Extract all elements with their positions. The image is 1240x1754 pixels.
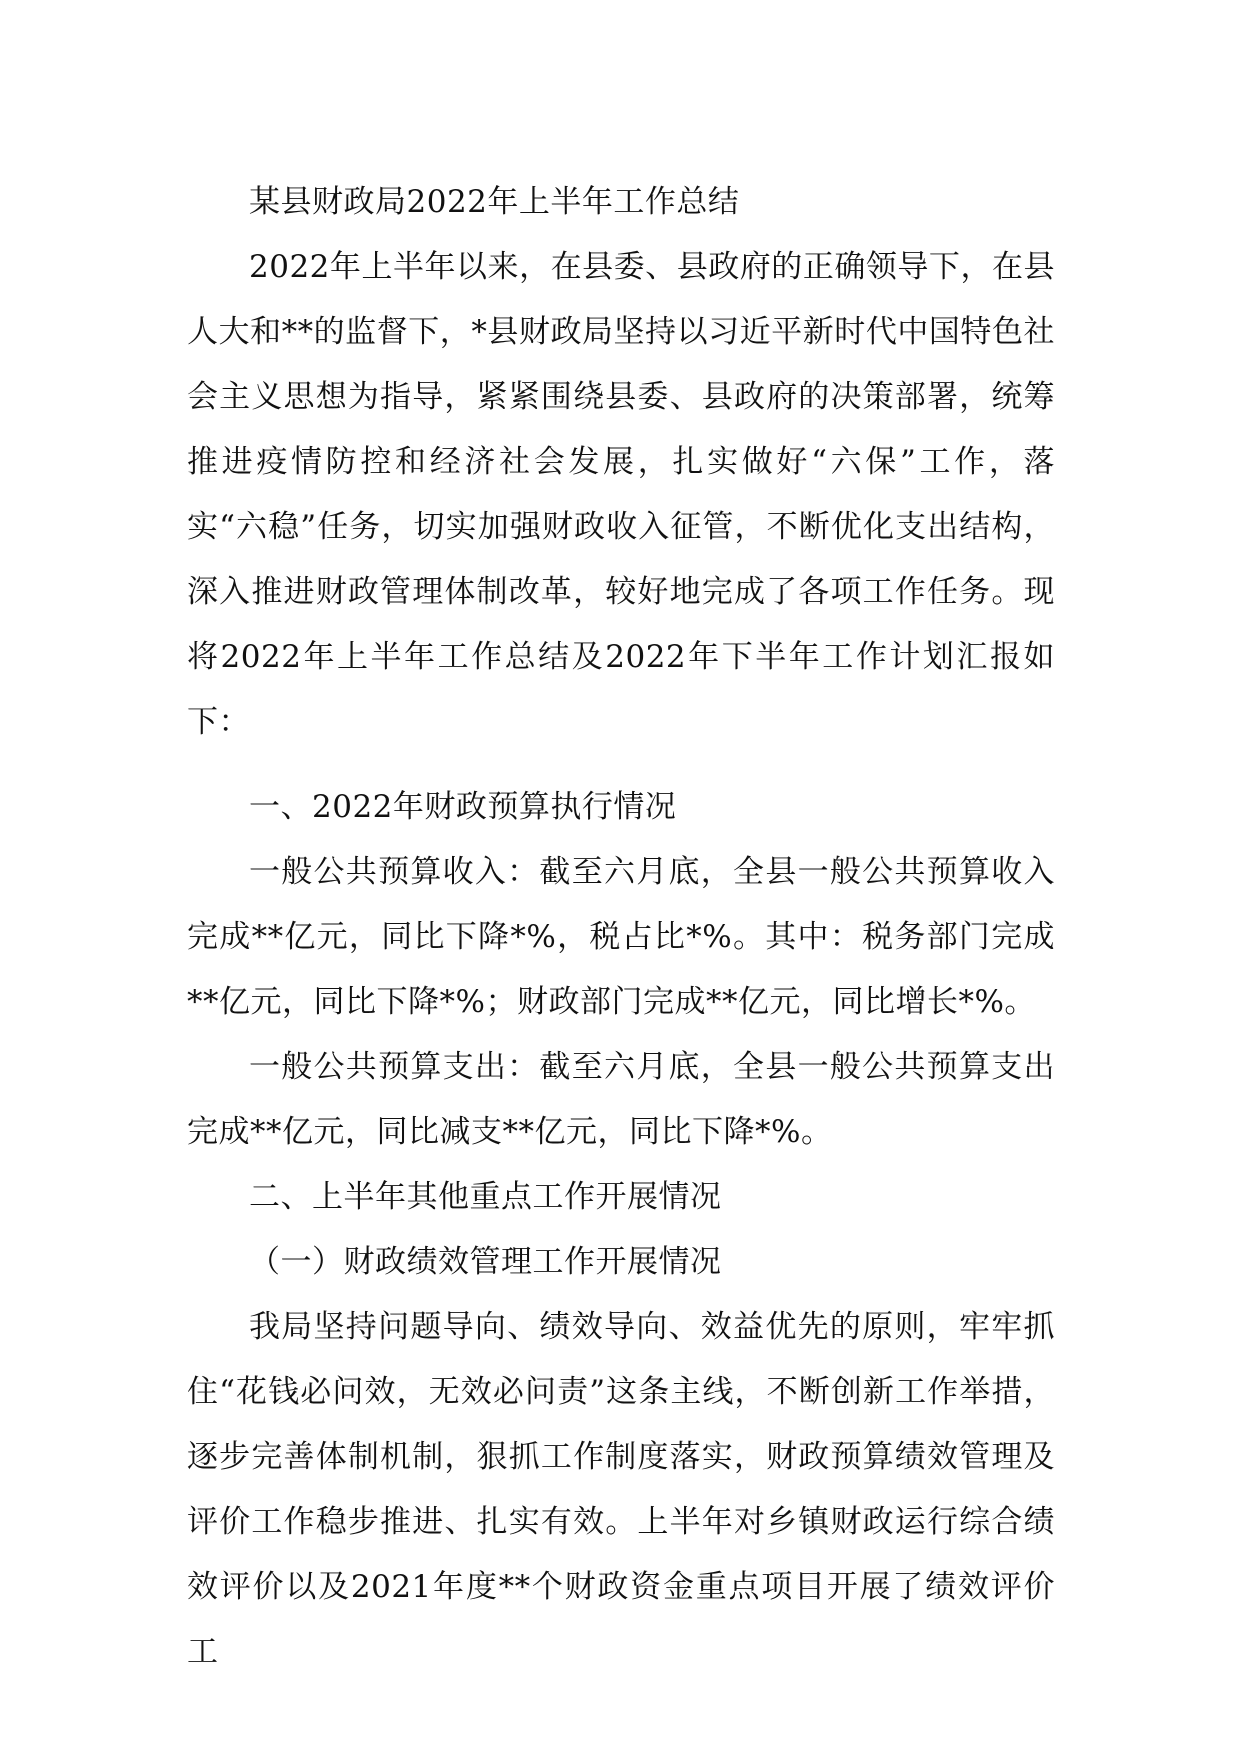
revenue-paragraph: 一般公共预算收入：截至六月底，全县一般公共预算收入完成**亿元，同比下降*%，税占比*%。其中：税务部门完成**亿元，同比下降*%；财政部门完成**亿元，同比增长*%。 [187, 854, 1055, 1020]
section-1-heading: 一、2022年财政预算执行情况 [249, 789, 677, 825]
section-2-heading: 二、上半年其他重点工作开展情况 [249, 1179, 722, 1215]
document-body [187, 170, 1055, 1685]
subsection-1-heading: （一）财政绩效管理工作开展情况 [249, 1244, 722, 1280]
performance-paragraph: 我局坚持问题导向、绩效导向、效益优先的原则，牢牢抓住“花钱必问效，无效必问责”这条主线，不断创新工作举措，逐步完善体制机制，狠抓工作制度落实，财政预算绩效管理及评价工作稳步推进、扎实有效。上半年对乡镇财政运行综合绩效评价以及2021年度**个财政资金重点项目开展了绩效评价工 [187, 1309, 1055, 1670]
intro-paragraph: 2022年上半年以来，在县委、县政府的正确领导下，在县人大和**的监督下，*县财政局坚持以习近平新时代中国特色社会主义思想为指导，紧紧围绕县委、县政府的决策部署，统筹推进疫情防控和经济社会发展，扎实做好“六保”工作，落实“六稳”任务，切实加强财政收入征管，不断优化支出结构，深入推进财政管理体制改革，较好地完成了各项工作任务。现将2022年上半年工作总结及2022年下半年工作计划汇报如下： [187, 249, 1055, 740]
document-title: 某县财政局2022年上半年工作总结 [249, 184, 740, 220]
expenditure-paragraph: 一般公共预算支出：截至六月底，全县一般公共预算支出完成**亿元，同比减支**亿元，同比下降*%。 [187, 1049, 1055, 1150]
